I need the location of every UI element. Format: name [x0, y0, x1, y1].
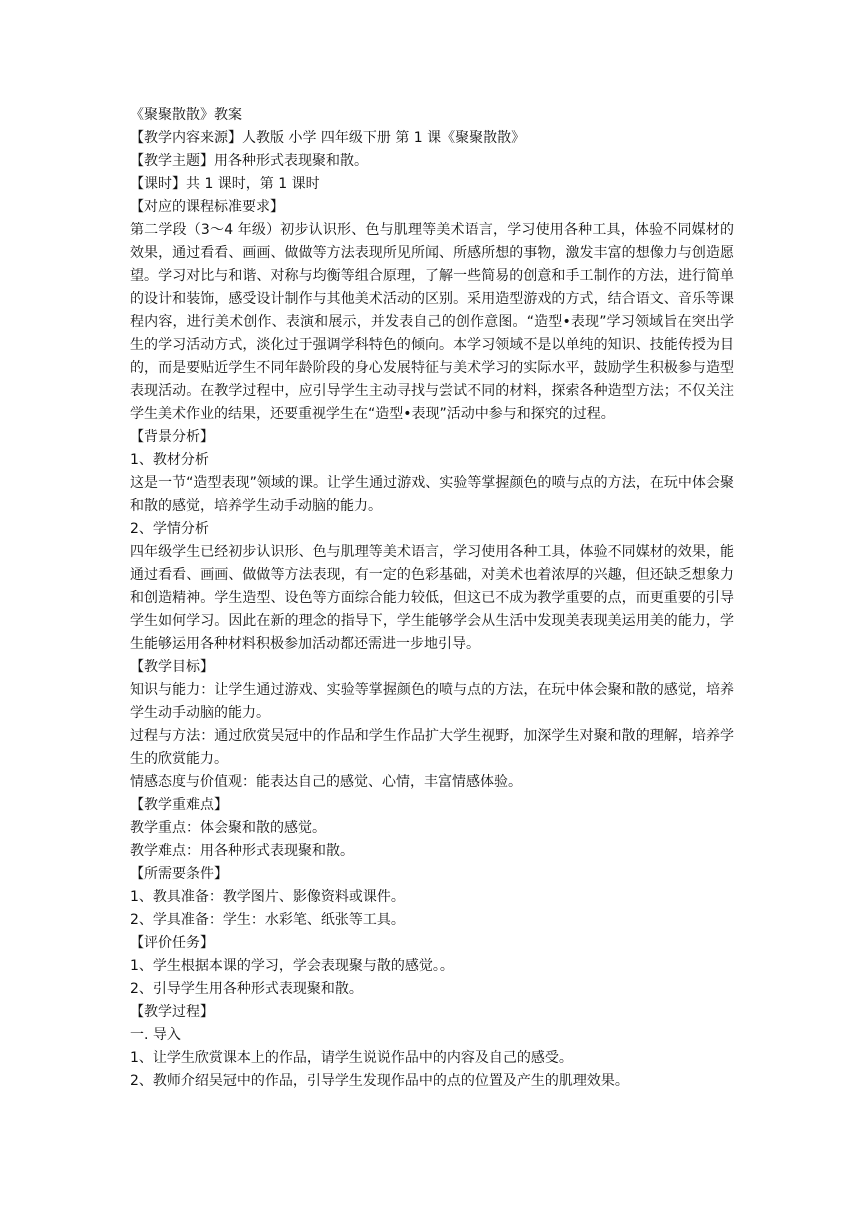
student-analysis-heading: 2、学情分析	[130, 521, 209, 537]
class-period: 【课时】共 1 课时，第 1 课时	[130, 176, 320, 192]
difficult-point: 教学难点：用各种形式表现聚和散。	[130, 843, 354, 859]
condition-teaching-aids: 1、教具准备：教学图片、影像资料或课件。	[130, 889, 405, 905]
teaching-theme: 【教学主题】用各种形式表现聚和散。	[130, 153, 368, 169]
standard-paragraph: 第二学段（3～4 年级）初步认识形、色与肌理等美术语言，学习使用各种工具，体验不同媒材的效果，通过看看、画画、做做等方法表现所见所闻、所感所想的事物，激发丰富的想像力与创造愿望。学习对比与和谐、对称与均衡等组合原理，了解一些简易的创意和手工制作的方法，进行简单的设计和装饰，感受设计制作与其他美术活动的区别。采用造型游戏的方式，结合语文、音乐等课程内容，进行美术创作、表演和展示，并发表自己的创作意图。“造型•表现”学习领域旨在突出学生的学习活动方式，淡化过于强调学科特色的倾向。本学习领域不是以单纯的知识、技能传授为目的，而是要贴近学生不同年龄阶段的身心发展特征与美术学习的实际水平，鼓励学生积极参与造型表现活动。在教学过程中，应引导学生主动寻找与尝试不同的材料，探索各种造型方法；不仅关注学生美术作业的结果，还要重视学生在“造型•表现”活动中参与和探究的过程。	[130, 222, 734, 422]
goal-knowledge: 知识与能力：让学生通过游戏、实验等掌握颜色的喷与点的方法，在玩中体会聚和散的感觉，培养学生动手动脑的能力。	[130, 682, 734, 721]
doc-title: 《聚聚散散》教案	[130, 107, 242, 123]
intro-heading: 一. 导入	[130, 1027, 181, 1043]
process-heading: 【教学过程】	[130, 1004, 214, 1020]
keypoints-heading: 【教学重难点】	[130, 797, 228, 813]
evaluation-item-1: 1、学生根据本课的学习，学会表现聚与散的感觉。。	[130, 958, 454, 974]
condition-learning-aids: 2、学具准备：学生：水彩笔、纸张等工具。	[130, 912, 405, 928]
goal-process: 过程与方法：通过欣赏吴冠中的作品和学生作品扩大学生视野，加深学生对聚和散的理解，培养学生的欣赏能力。	[130, 728, 734, 767]
background-heading: 【背景分析】	[130, 429, 214, 445]
intro-step-2: 2、教师介绍吴冠中的作品，引导学生发现作品中的点的位置及产生的肌理效果。	[130, 1073, 629, 1089]
intro-step-1: 1、让学生欣赏课本上的作品，请学生说说作品中的内容及自己的感受。	[130, 1050, 573, 1066]
content-source: 【教学内容来源】人教版 小学 四年级下册 第 1 课《聚聚散散》	[130, 130, 526, 146]
evaluation-item-2: 2、引导学生用各种形式表现聚和散。	[130, 981, 363, 997]
material-analysis-paragraph: 这是一节“造型表现”领域的课。让学生通过游戏、实验等掌握颜色的喷与点的方法，在玩中体会聚和散的感觉，培养学生动手动脑的能力。	[130, 475, 734, 514]
key-point: 教学重点：体会聚和散的感觉。	[130, 820, 326, 836]
conditions-heading: 【所需要条件】	[130, 866, 228, 882]
standard-heading: 【对应的课程标准要求】	[130, 199, 284, 215]
student-analysis-paragraph: 四年级学生已经初步认识形、色与肌理等美术语言，学习使用各种工具，体验不同媒材的效果，能通过看看、画画、做做等方法表现，有一定的色彩基础，对美术也着浓厚的兴趣，但还缺乏想象力和创造精神。学生造型、设色等方面综合能力较低，但这已不成为教学重要的点，而更重要的引导学生如何学习。因此在新的理念的指导下，学生能够学会从生活中发现美表现美运用美的能力，学生能够运用各种材料积极参加活动都还需进一步地引导。	[130, 544, 734, 652]
document-page	[130, 104, 734, 1093]
goals-heading: 【教学目标】	[130, 659, 214, 675]
evaluation-heading: 【评价任务】	[130, 935, 214, 951]
material-analysis-heading: 1、教材分析	[130, 452, 209, 468]
goal-emotion: 情感态度与价值观：能表达自己的感觉、心情，丰富情感体验。	[130, 774, 522, 790]
